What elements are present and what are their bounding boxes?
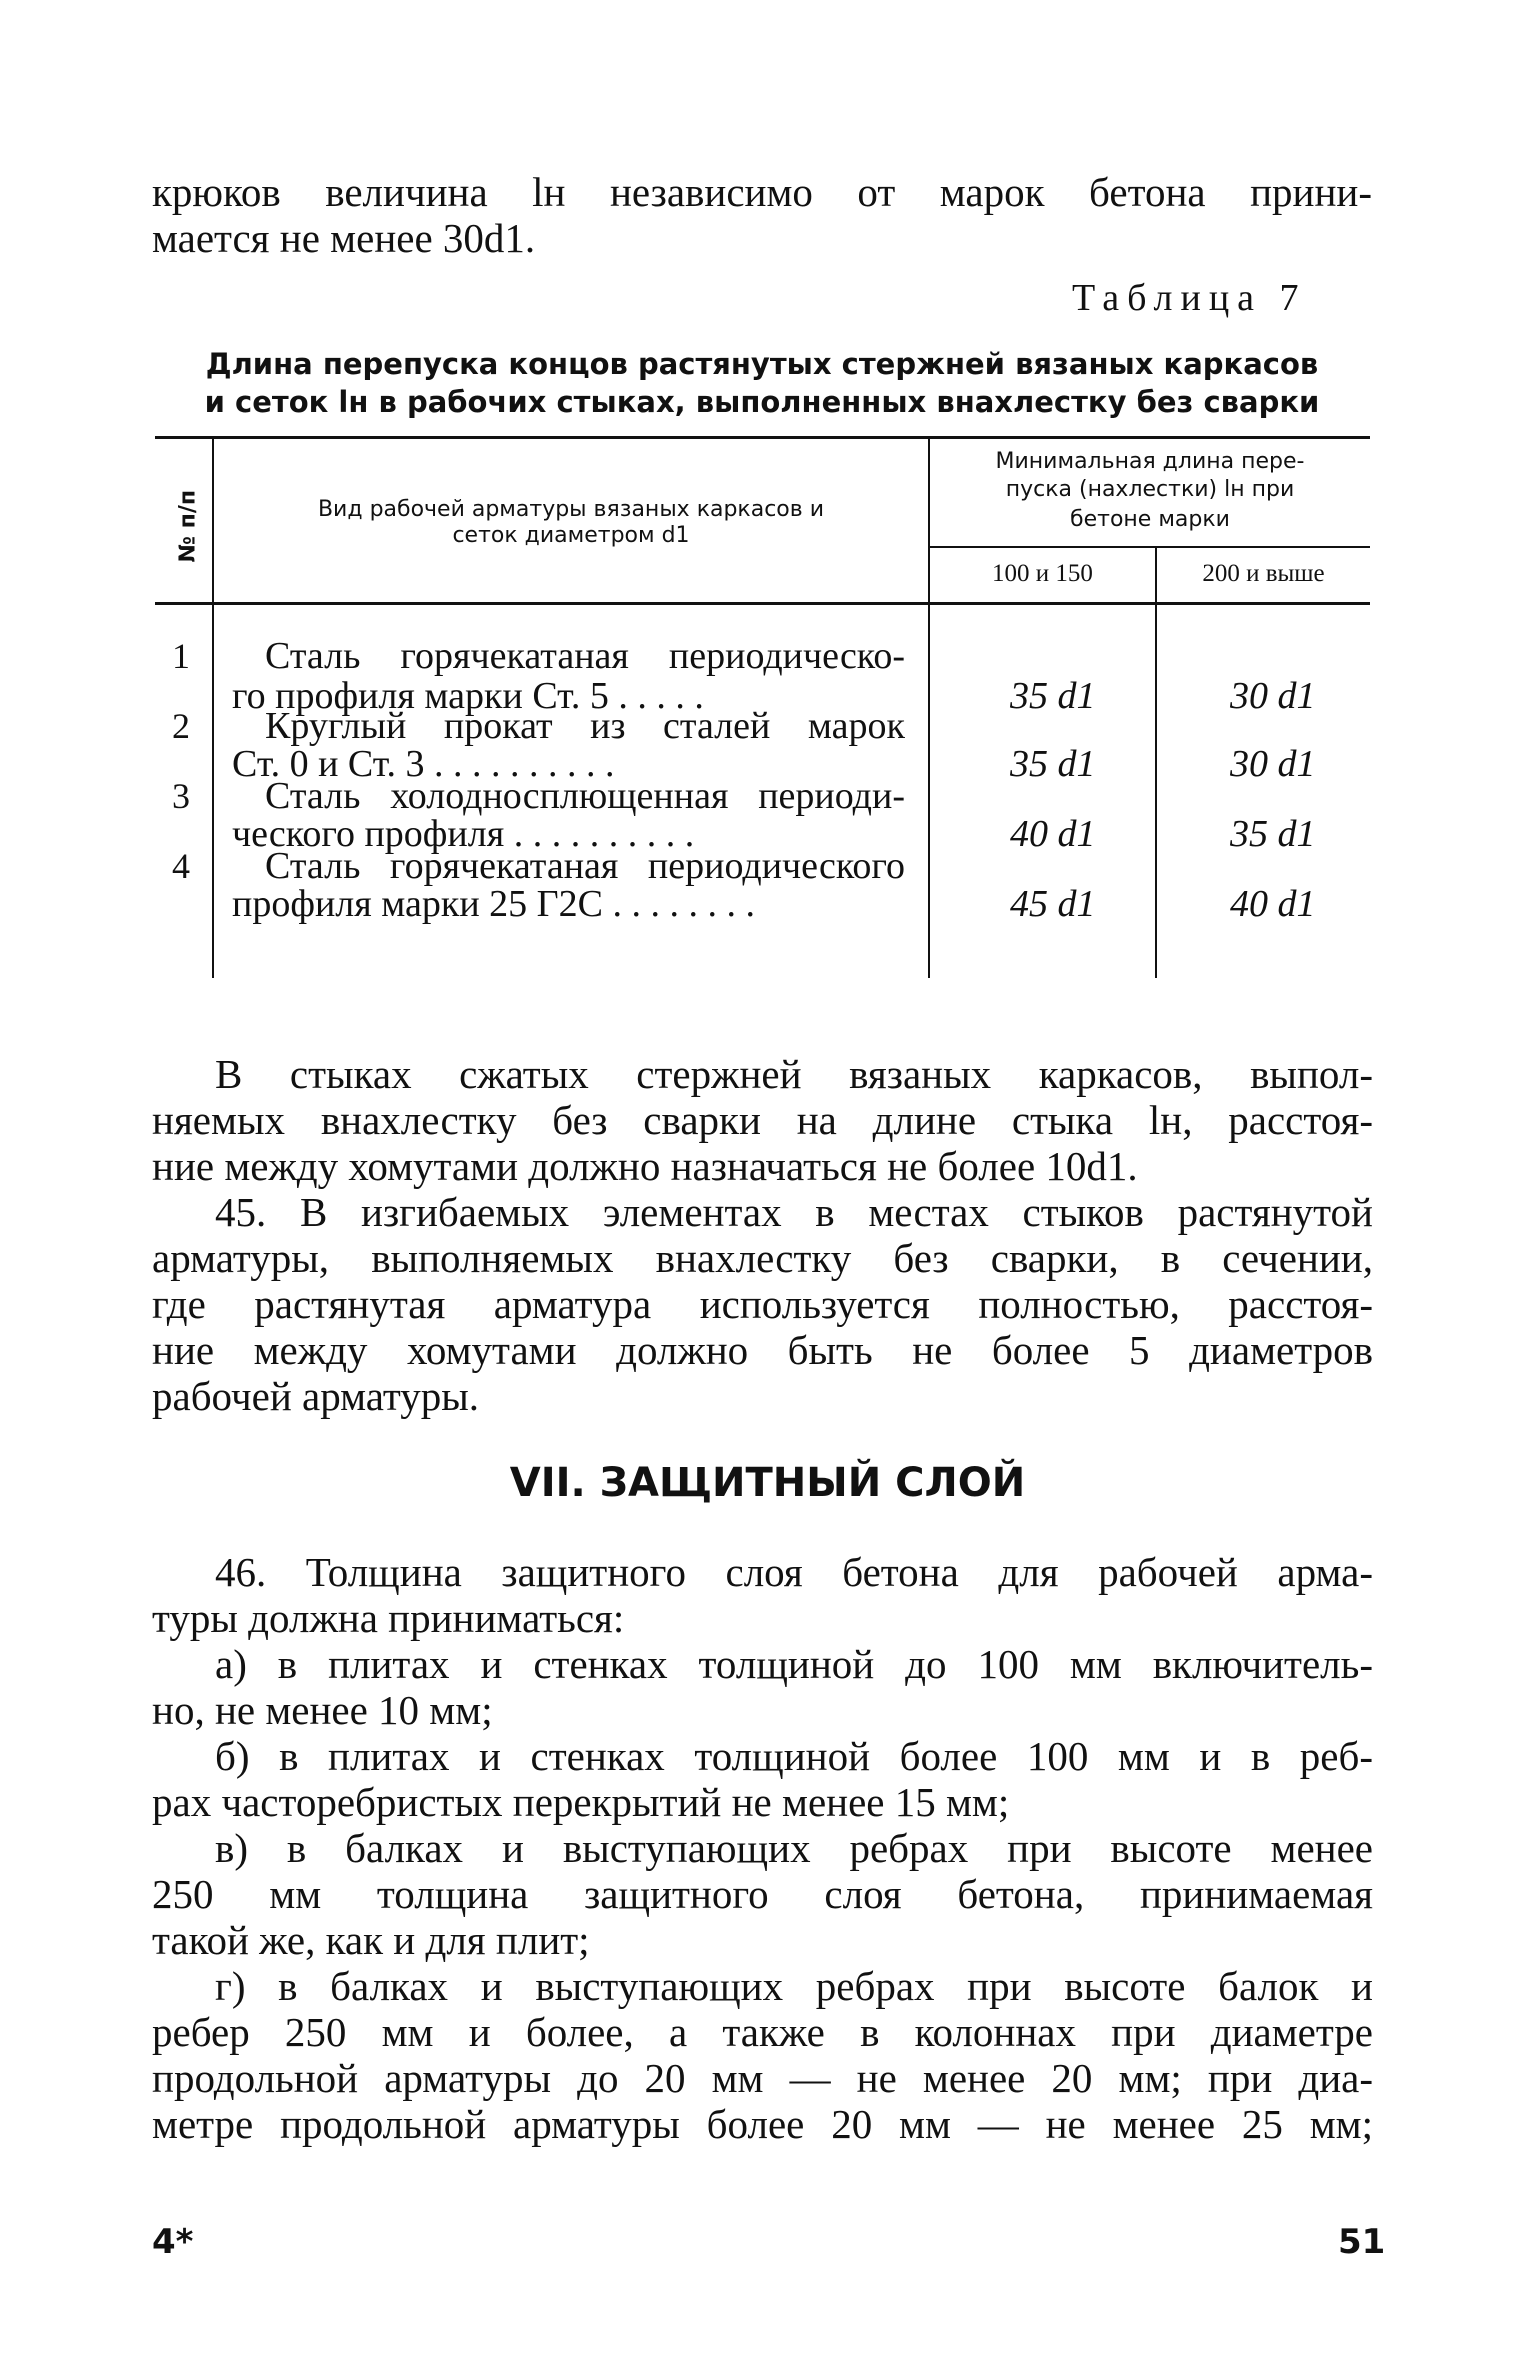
row-description: Ст. 0 и Ст. 3 . . . . . . . . . . xyxy=(232,743,615,785)
body-line: ребер 250 мм и более, а также в колоннах при диаметре xyxy=(152,2009,1373,2055)
body-line: такой же, как и для плит; xyxy=(152,1917,590,1963)
row-value: 35 d1 xyxy=(1230,813,1316,855)
body-line: няемых внахлестку без сварки на длине стыка lн, расстоя- xyxy=(152,1097,1373,1143)
header-row-number: № п/п xyxy=(175,489,201,563)
row-value: 35 d1 xyxy=(1010,743,1096,785)
body-line: мается не менее 30d1. xyxy=(152,215,536,261)
body-line: ние между хомутами должно быть не более 5 диаметров xyxy=(152,1327,1373,1373)
row-number: 2 xyxy=(172,706,190,746)
row-value: 40 d1 xyxy=(1010,813,1096,855)
row-description: Сталь горячекатаная периодическо- xyxy=(265,635,905,677)
body-line: крюков величина lн независимо от марок бетона прини- xyxy=(152,169,1372,215)
body-line: арматуры, выполняемых внахлестку без сварки, в сечении, xyxy=(152,1235,1373,1281)
page-number: 51 xyxy=(1338,2222,1386,2262)
body-line: рах часторебристых перекрытий не менее 15 мм; xyxy=(152,1779,1010,1825)
body-line: В стыках сжатых стержней вязаных каркасов, выпол- xyxy=(215,1051,1373,1097)
header-type: сеток диаметром d1 xyxy=(452,523,690,548)
body-line: 250 мм толщина защитного слоя бетона, принимаемая xyxy=(152,1871,1373,1917)
body-line: в) в балках и выступающих ребрах при высоте менее xyxy=(215,1825,1373,1871)
body-line: 46. Толщина защитного слоя бетона для рабочей арма- xyxy=(215,1549,1373,1595)
row-value: 30 d1 xyxy=(1230,743,1316,785)
body-line: рабочей арматуры. xyxy=(152,1373,480,1419)
body-line: г) в балках и выступающих ребрах при высоте балок и xyxy=(215,1963,1373,2009)
table-rule-header xyxy=(155,602,1370,605)
body-line: но, не менее 10 мм; xyxy=(152,1687,493,1733)
row-value: 35 d1 xyxy=(1010,675,1096,717)
row-description: Сталь горячекатаная периодического xyxy=(265,845,905,887)
row-value: 45 d1 xyxy=(1010,883,1096,925)
body-line: а) в плитах и стенках толщиной до 100 мм включитель- xyxy=(215,1641,1373,1687)
body-line: ние между хомутами должно назначаться не более 10d1. xyxy=(152,1143,1138,1189)
body-line: где растянутая арматура используется полностью, расстоя- xyxy=(152,1281,1373,1327)
table-col-divider xyxy=(1155,548,1157,978)
body-line: б) в плитах и стенках толщиной более 100 мм и в реб- xyxy=(215,1733,1373,1779)
row-description: ческого профиля . . . . . . . . . . xyxy=(232,813,695,855)
table-label: Таблица 7 xyxy=(1072,277,1307,319)
header-min-length: бетоне марки xyxy=(1070,507,1230,532)
body-line: метре продольной арматуры более 20 мм — не менее 25 мм; xyxy=(152,2101,1373,2147)
row-description: профиля марки 25 Г2С . . . . . . . . xyxy=(232,883,756,925)
row-value: 40 d1 xyxy=(1230,883,1316,925)
section-heading: VII. ЗАЩИТНЫЙ СЛОЙ xyxy=(509,1460,1026,1506)
header-grade-col: 200 и выше xyxy=(1202,560,1325,587)
table-caption: Длина перепуска концов растянутых стержней вязаных каркасов xyxy=(205,347,1319,381)
header-min-length: пуска (нахлестки) lн при xyxy=(1005,477,1295,502)
header-grade-col: 100 и 150 xyxy=(992,560,1093,587)
signature-mark: 4* xyxy=(152,2222,194,2262)
row-number: 4 xyxy=(172,846,190,886)
row-description: Сталь холодносплющенная периоди- xyxy=(265,775,905,817)
table-caption: и сеток lн в рабочих стыках, выполненных внахлестку без сварки xyxy=(204,385,1320,419)
header-min-length: Минимальная длина пере- xyxy=(995,449,1305,474)
body-line: продольной арматуры до 20 мм — не менее 20 мм; при диа- xyxy=(152,2055,1373,2101)
header-type: Вид рабочей арматуры вязаных каркасов и xyxy=(317,497,825,522)
table-rule-subheader xyxy=(930,546,1370,548)
row-number: 3 xyxy=(172,776,190,816)
table-rule-top xyxy=(155,436,1370,439)
row-value: 30 d1 xyxy=(1230,675,1316,717)
row-description: Круглый прокат из сталей марок xyxy=(265,705,905,747)
table-col-divider xyxy=(212,438,214,978)
row-number: 1 xyxy=(172,636,190,676)
body-line: туры должна приниматься: xyxy=(152,1595,625,1641)
body-line: 45. В изгибаемых элементах в местах стыков растянутой xyxy=(215,1189,1373,1235)
row-description: го профиля марки Ст. 5 . . . . . xyxy=(232,675,704,717)
